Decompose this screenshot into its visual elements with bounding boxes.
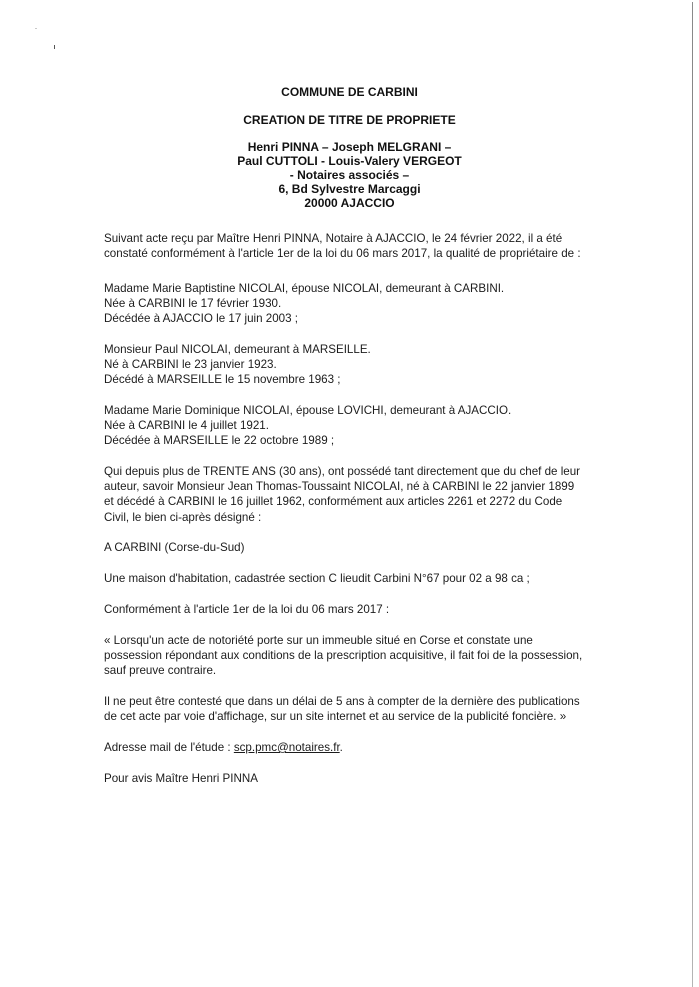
notaries-block: [0, 140, 699, 210]
text-line: Née à CARBINI le 17 février 1930.: [104, 297, 282, 311]
text-line: Madame Marie Baptistine NICOLAI, épouse NICOLAI, demeurant à CARBINI.: [104, 282, 505, 295]
notaries-line: - Notaires associés –: [289, 168, 410, 182]
text-line: Décédée à AJACCIO le 17 juin 2003 ;: [104, 312, 298, 326]
owner-paragraph-3: [104, 403, 664, 449]
text-line: Pour avis Maître Henri PINNA: [104, 772, 258, 785]
notaries-city: 20000 AJACCIO: [304, 196, 395, 210]
notaries-line: Henri PINNA – Joseph MELGRANI –: [247, 140, 452, 154]
text-line: Suivant acte reçu par Maître Henri PINNA, Notaire à AJACCIO, le 24 février 2022, il a été: [104, 232, 563, 245]
location-line: [104, 540, 664, 555]
law-quote-paragraph-2: [104, 694, 664, 724]
owner-paragraph-1: [104, 281, 664, 327]
text-line: auteur, savoir Monsieur Jean Thomas-Toussaint NICOLAI, né à CARBINI le 22 janvier 1899: [104, 480, 575, 494]
commune-title: COMMUNE DE CARBINI: [281, 85, 418, 99]
text-line: A CARBINI (Corse-du-Sud): [104, 541, 245, 554]
notaries-address: 6, Bd Sylvestre Marcaggi: [278, 182, 421, 196]
text-line: Qui depuis plus de TRENTE ANS (30 ans), ont possédé tant directement que du chef de leur: [104, 465, 581, 478]
text-line: Décédée à MARSEILLE le 22 octobre 1989 ;: [104, 434, 335, 448]
law-quote-paragraph-1: [104, 633, 664, 679]
law-reference: [104, 602, 664, 617]
text-line: Civil, le bien ci-après désigné :: [104, 510, 262, 524]
email-label: Adresse mail de l'étude :: [104, 741, 234, 754]
scan-artifact-mark: [35, 28, 37, 29]
text-line: Né à CARBINI le 23 janvier 1923.: [104, 358, 277, 372]
text-line: et décédé à CARBINI le 16 juillet 1962, conformément aux articles 2261 et 2272 du Code: [104, 495, 563, 509]
act-title: CREATION DE TITRE DE PROPRIETE: [243, 113, 456, 127]
text-line: Conformément à l'article 1er de la loi du 06 mars 2017 :: [104, 603, 390, 616]
intro-paragraph: [104, 231, 664, 261]
possession-paragraph: [104, 464, 664, 525]
property-description: [104, 571, 664, 586]
text-line: Décédé à MARSEILLE le 15 novembre 1963 ;: [104, 373, 341, 387]
text-line: Madame Marie Dominique NICOLAI, épouse LOVICHI, demeurant à AJACCIO.: [104, 404, 512, 417]
text-line: « Lorsqu'un acte de notoriété porte sur un immeuble situé en Corse et constate une: [104, 634, 533, 647]
text-line: possession répondant aux conditions de la prescription acquisitive, il fait foi de la possession,: [104, 649, 583, 663]
email-suffix: .: [339, 741, 343, 754]
text-line: sauf preuve contraire.: [104, 664, 217, 678]
owner-paragraph-2: [104, 342, 664, 388]
text-line: Monsieur Paul NICOLAI, demeurant à MARSEILLE.: [104, 343, 371, 356]
text-line: Née à CARBINI le 4 juillet 1921.: [104, 419, 269, 433]
notaries-line: Paul CUTTOLI - Louis-Valery VERGEOT: [237, 154, 462, 168]
scan-artifact-mark: [54, 45, 55, 49]
text-line: Il ne peut être contesté que dans un délai de 5 ans à compter de la dernière des publications: [104, 695, 580, 708]
signature: [104, 771, 664, 786]
email-link[interactable]: scp.pmc@notaires.fr: [233, 741, 340, 754]
email-line: [104, 740, 664, 755]
text-line: Une maison d'habitation, cadastrée section C lieudit Carbini N°67 pour 02 a 98 ca ;: [104, 572, 530, 585]
text-line: de cet acte par voie d'affichage, sur un site internet et au service de la publicité foncière. »: [104, 710, 567, 724]
text-line: constaté conformément à l'article 1er de la loi du 06 mars 2017, la qualité de propriétaire de :: [104, 247, 581, 261]
